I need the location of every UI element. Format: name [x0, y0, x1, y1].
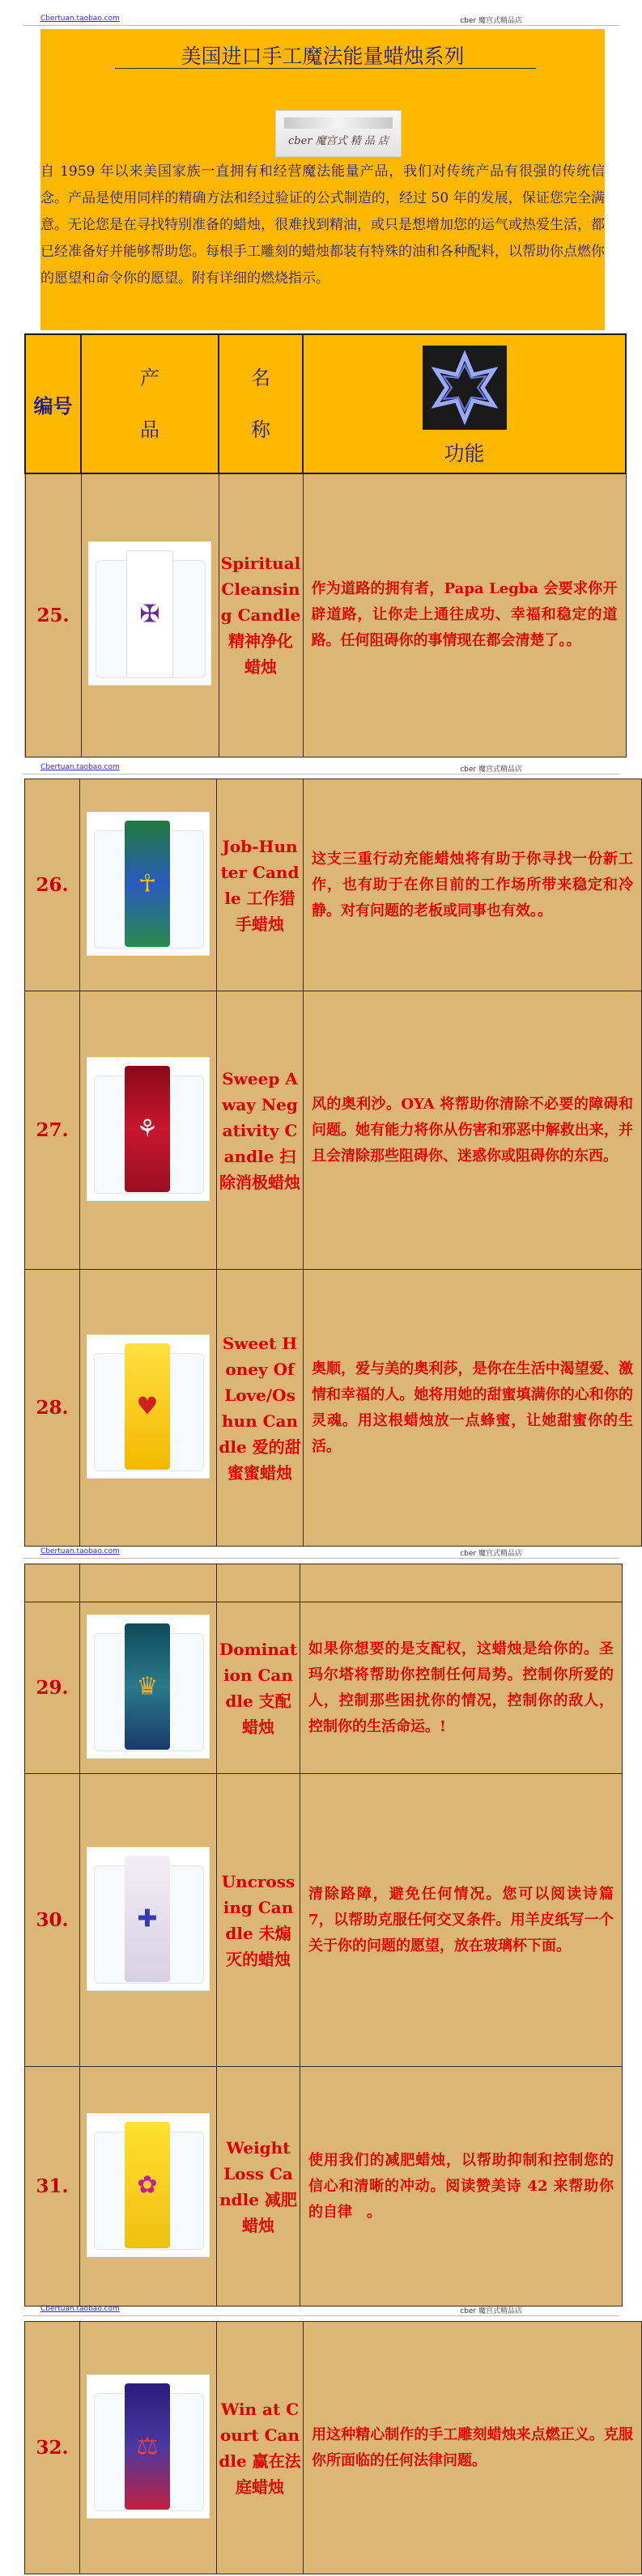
- table-row: [25, 1774, 623, 2067]
- candle-photo: [89, 542, 210, 685]
- star-emblem-icon: [423, 346, 507, 430]
- product-image: [80, 1774, 217, 2067]
- candle-body: [125, 1623, 170, 1750]
- row-number: 25.: [25, 473, 81, 757]
- table-row: [25, 1602, 623, 1774]
- candle-photo: [87, 2114, 209, 2256]
- product-name: Weight Loss Candle 减肥蜡烛: [217, 2067, 300, 2307]
- table-row: [25, 1270, 642, 1547]
- product-image: [80, 2067, 217, 2307]
- candle-symbol-icon: ✿: [137, 2171, 158, 2199]
- product-desc: 用这种精心制作的手工雕刻蜡烛来点燃正义。克服你所面临的任何法律问题。: [304, 2322, 642, 2574]
- table-row: [25, 991, 642, 1270]
- product-desc: 风的奥利沙。OYA 将帮助你清除不必要的障碍和问题。她有能力将你从伤害和邪恶中解救出来，并且会清除那些阻碍你、迷惑你或阻碍你的东西。: [304, 991, 642, 1270]
- product-table-2: [24, 779, 642, 1547]
- candle-symbol-icon: ✠: [139, 600, 160, 629]
- table-row-empty: [25, 1564, 623, 1602]
- header-name-label: 名称: [251, 367, 270, 441]
- page-header: [40, 2305, 595, 2316]
- site-link[interactable]: Cbertuan.taobao.com: [40, 1547, 120, 1555]
- empty-cell: [300, 1564, 623, 1602]
- row-number: 26.: [25, 779, 80, 991]
- store-name: cber 魔宫式精品店: [460, 2307, 522, 2315]
- divider: [23, 2315, 619, 2316]
- row-number: 30.: [25, 1774, 80, 2067]
- header-num: 编号: [25, 334, 81, 473]
- logo-decoration: [284, 117, 393, 129]
- candle-body: [125, 2383, 170, 2510]
- intro-block: [40, 29, 605, 330]
- site-link[interactable]: Cbertuan.taobao.com: [40, 2305, 120, 2313]
- divider: [23, 25, 619, 26]
- page-title: 美国进口手工魔法能量蜡烛系列: [181, 45, 465, 68]
- product-table-1: [24, 333, 627, 758]
- table-row: [25, 2067, 623, 2307]
- row-number: 29.: [25, 1602, 80, 1774]
- product-desc: 奥顺，爱与美的奥利莎，是你在生活中渴望爱、激情和幸福的人。她将用她的甜蜜填满你的心和你的灵魂。用这根蜡烛放一点蜂蜜，让她甜蜜你的生活。: [304, 1270, 642, 1547]
- table-row: [25, 2322, 642, 2574]
- candle-symbol-icon: ⚘: [136, 1114, 159, 1143]
- product-name: Job-Hunter Candle 工作猎手蜡烛: [217, 779, 304, 991]
- site-link[interactable]: Cbertuan.taobao.com: [40, 15, 120, 23]
- product-image: [80, 991, 217, 1270]
- candle-photo: [87, 813, 209, 955]
- product-name: Spiritual Cleansing Candle 精神净化蜡烛: [219, 473, 303, 757]
- header-product-label: 产品: [140, 367, 159, 441]
- site-link[interactable]: Cbertuan.taobao.com: [40, 763, 120, 771]
- candle-body: [125, 2122, 170, 2248]
- header-function: [303, 334, 626, 473]
- product-table-4: [24, 2321, 642, 2574]
- candle-photo: [87, 1335, 209, 1478]
- candle-body: [125, 821, 170, 947]
- candle-photo: [87, 2375, 209, 2518]
- store-logo: [275, 110, 402, 157]
- empty-cell: [25, 1564, 80, 1602]
- product-table-3: [24, 1564, 623, 2307]
- product-desc: 使用我们的减肥蜡烛，以帮助抑制和控制您的信心和清晰的冲动。阅读赞美诗 42 来帮助你的自律 。: [300, 2067, 623, 2307]
- row-number: 32.: [25, 2322, 80, 2574]
- table-row: [25, 473, 626, 757]
- header-product: [81, 334, 219, 473]
- candle-body: [125, 1343, 170, 1470]
- row-number: 28.: [25, 1270, 80, 1547]
- candle-symbol-icon: ✚: [137, 1904, 158, 1933]
- product-image: [80, 1270, 217, 1547]
- product-image: [80, 2322, 217, 2574]
- title-underline: [115, 68, 536, 69]
- candle-symbol-icon: ♛: [136, 1672, 159, 1700]
- product-name: Domination Candle 支配蜡烛: [217, 1602, 300, 1774]
- logo-text: cber 魔宫式 精 品 店: [287, 135, 389, 147]
- table-header-row: [25, 334, 626, 473]
- page-header: [40, 763, 595, 774]
- product-desc: 作为道路的拥有者，Papa Legba 会要求你开辟道路，让你走上通往成功、幸福和稳定的道路。任何阻碍你的事情现在都会清楚了。。: [303, 473, 626, 757]
- divider: [23, 1558, 619, 1559]
- empty-cell: [80, 1564, 217, 1602]
- store-name: cber 魔宫式精品店: [460, 17, 522, 25]
- product-name: Uncrossing Candle 未煽灭的蜡烛: [217, 1774, 300, 2067]
- product-desc: 这支三重行动充能蜡烛将有助于你寻找一份新工作，也有助于在你目前的工作场所带来稳定和冷静。对有问题的老板或同事也有效。。: [304, 779, 642, 991]
- store-name: cber 魔宫式精品店: [460, 766, 522, 774]
- table-row: [25, 779, 642, 991]
- store-name: cber 魔宫式精品店: [460, 1550, 522, 1558]
- candle-symbol-icon: ♥: [136, 1392, 159, 1420]
- product-image: [81, 473, 219, 757]
- product-image: [80, 779, 217, 991]
- candle-body: [126, 550, 173, 678]
- header-function-label: 功能: [444, 442, 485, 465]
- candle-photo: [87, 1615, 209, 1758]
- row-number: 27.: [25, 991, 80, 1270]
- product-image: [80, 1602, 217, 1774]
- product-desc: 如果你想要的是支配权，这蜡烛是给你的。圣玛尔塔将帮助你控制任何局势。控制你所爱的人，控制那些困扰你的情况，控制你的敌人，控制你的生活命运。!: [300, 1602, 623, 1774]
- product-name: Win at Court Candle 赢在法庭蜡烛: [217, 2322, 304, 2574]
- candle-symbol-icon: ☥: [138, 869, 157, 898]
- empty-cell: [217, 1564, 300, 1602]
- page-header: [40, 15, 595, 26]
- product-name: Sweet Honey Of Love/Oshun Candle 爱的甜蜜蜜蜡烛: [217, 1270, 304, 1547]
- product-desc: 清除路障，避免任何情况。您可以阅读诗篇 7，以帮助克服任何交叉条件。用羊皮纸写一个关于你的问题的愿望，放在玻璃杯下面。: [300, 1774, 623, 2067]
- page-header: [40, 1547, 595, 1559]
- row-number: 31.: [25, 2067, 80, 2307]
- candle-photo: [87, 1848, 209, 1990]
- product-name: Sweep Away Negativity Candle 扫除消极蜡烛: [217, 991, 304, 1270]
- header-name: [219, 334, 303, 473]
- candle-body: [125, 1066, 170, 1192]
- candle-photo: [87, 1058, 209, 1200]
- candle-body: [125, 1856, 170, 1982]
- intro-paragraph: 自 1959 年以来美国家族一直拥有和经营魔法能量产品，我们对传统产品有很强的传统信念。产品是使用同样的精确方法和经过验证的公式制造的，经过 50 年的发展，保证您完全满意。无论您是在寻找特别准备的蜡烛，很难找到精油，或只是想增加您的运气或热爱生活，都已经准备好并能够帮助您。每根手工雕刻的蜡烛都装有特殊的油和各种配料，以帮助你点燃你的愿望和命令你的愿望。附有详细的燃烧指示。: [40, 163, 605, 286]
- candle-symbol-icon: ⚖: [136, 2432, 159, 2460]
